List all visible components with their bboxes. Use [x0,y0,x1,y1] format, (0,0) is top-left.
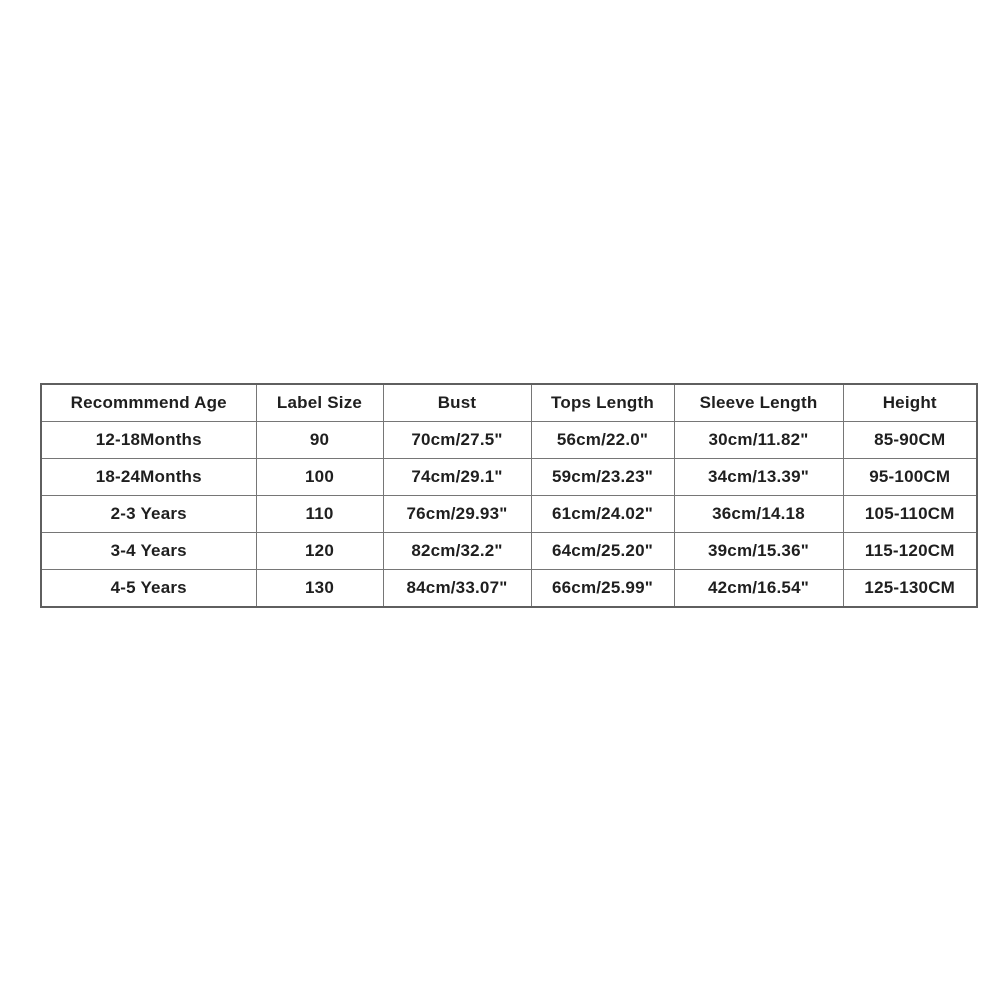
header-row [41,384,977,422]
cell-bust: 84cm/33.07" [383,570,531,608]
cell-height: 85-90CM [843,422,977,459]
table-row [41,533,977,570]
header-sleeve-length: Sleeve Length [674,384,843,422]
cell-height: 125-130CM [843,570,977,608]
cell-sleeve: 36cm/14.18 [674,496,843,533]
cell-tops: 56cm/22.0" [531,422,674,459]
cell-age: 12-18Months [41,422,256,459]
cell-sleeve: 42cm/16.54" [674,570,843,608]
table-row [41,422,977,459]
cell-age: 4-5 Years [41,570,256,608]
cell-sleeve: 34cm/13.39" [674,459,843,496]
cell-tops: 61cm/24.02" [531,496,674,533]
cell-age: 18-24Months [41,459,256,496]
table-row [41,496,977,533]
size-chart-table [40,383,978,608]
cell-size: 110 [256,496,383,533]
cell-tops: 66cm/25.99" [531,570,674,608]
header-recommend-age: Recommmend Age [41,384,256,422]
size-chart-table-container [40,383,976,608]
header-tops-length: Tops Length [531,384,674,422]
cell-size: 90 [256,422,383,459]
cell-tops: 59cm/23.23" [531,459,674,496]
header-height: Height [843,384,977,422]
cell-bust: 76cm/29.93" [383,496,531,533]
cell-sleeve: 30cm/11.82" [674,422,843,459]
table-row [41,459,977,496]
cell-height: 105-110CM [843,496,977,533]
cell-sleeve: 39cm/15.36" [674,533,843,570]
header-label-size: Label Size [256,384,383,422]
cell-tops: 64cm/25.20" [531,533,674,570]
cell-size: 120 [256,533,383,570]
header-bust: Bust [383,384,531,422]
cell-age: 3-4 Years [41,533,256,570]
cell-age: 2-3 Years [41,496,256,533]
cell-size: 130 [256,570,383,608]
table-row [41,570,977,608]
cell-bust: 82cm/32.2" [383,533,531,570]
cell-height: 115-120CM [843,533,977,570]
cell-bust: 70cm/27.5" [383,422,531,459]
cell-size: 100 [256,459,383,496]
cell-bust: 74cm/29.1" [383,459,531,496]
cell-height: 95-100CM [843,459,977,496]
